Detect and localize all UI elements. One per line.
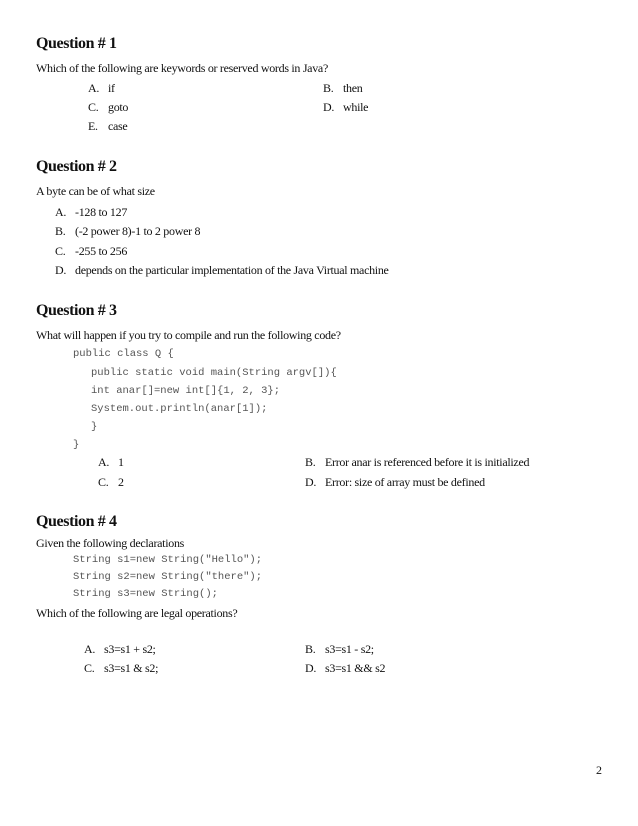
option-letter: B.: [305, 455, 316, 469]
option-letter: D.: [55, 263, 67, 277]
option-text: (-2 power 8)-1 to 2 power 8: [75, 224, 201, 238]
option: [55, 204, 127, 220]
option: [98, 454, 124, 470]
code-line: int anar[]=new int[]{1, 2, 3};: [91, 385, 281, 397]
option-letter: A.: [98, 455, 110, 469]
option: [84, 641, 156, 657]
option-letter: A.: [84, 642, 96, 656]
option-text: Error: size of array must be defined: [325, 475, 485, 489]
option-letter: B.: [55, 224, 66, 238]
option-text: s3=s1 & s2;: [104, 661, 159, 675]
option-text: 2: [118, 475, 124, 489]
option: [305, 474, 485, 490]
question-1-text: Which of the following are keywords or reserved words in Java?: [36, 61, 328, 75]
option-text: s3=s1 - s2;: [325, 642, 374, 656]
option-text: case: [108, 119, 128, 133]
option-letter: C.: [98, 475, 109, 489]
question-4-text: Given the following declarations: [36, 536, 185, 550]
option: [55, 223, 200, 239]
option-letter: D.: [323, 100, 335, 114]
option-text: -128 to 127: [75, 205, 128, 219]
option: [323, 80, 362, 96]
option: [88, 118, 127, 134]
option-letter: C.: [55, 244, 66, 258]
option: [305, 660, 385, 676]
option-letter: C.: [84, 661, 95, 675]
option: [84, 660, 158, 676]
option-letter: A.: [55, 205, 67, 219]
question-3-text: What will happen if you try to compile and run the following code?: [36, 328, 341, 342]
option-letter: B.: [305, 642, 316, 656]
option: [88, 80, 115, 96]
question-1-heading: Question # 1: [36, 35, 117, 52]
option-text: if: [108, 81, 115, 95]
option: [98, 474, 124, 490]
option: [88, 99, 128, 115]
code-line: String s2=new String("there");: [73, 571, 263, 583]
code-line: System.out.println(anar[1]);: [91, 403, 268, 415]
option-text: goto: [108, 100, 129, 114]
option-letter: E.: [88, 119, 98, 133]
option-text: s3=s1 + s2;: [104, 642, 156, 656]
option-text: while: [343, 100, 369, 114]
option-text: Error anar is referenced before it is initialized: [325, 455, 530, 469]
code-line: String s3=new String();: [73, 588, 218, 600]
question-2-text: A byte can be of what size: [36, 184, 155, 198]
option-text: -255 to 256: [75, 244, 128, 258]
option: [323, 99, 368, 115]
option-text: then: [343, 81, 363, 95]
question-4-text-2: Which of the following are legal operations?: [36, 606, 238, 620]
option: [305, 641, 374, 657]
option-letter: D.: [305, 661, 317, 675]
code-line: }: [73, 439, 80, 451]
code-line: public static void main(String argv[]){: [91, 367, 337, 379]
code-line: }: [91, 421, 98, 433]
option-text: 1: [118, 455, 124, 469]
code-line: String s1=new String("Hello");: [73, 554, 263, 566]
option: [55, 262, 389, 278]
code-line: public class Q {: [73, 348, 174, 360]
question-2-heading: Question # 2: [36, 158, 117, 175]
option-letter: A.: [88, 81, 100, 95]
option-text: s3=s1 && s2: [325, 661, 386, 675]
option: [55, 243, 127, 259]
option-text: depends on the particular implementation of the Java Virtual machine: [75, 263, 389, 277]
page-number: 2: [596, 763, 602, 777]
option-letter: D.: [305, 475, 317, 489]
option-letter: B.: [323, 81, 334, 95]
question-3-heading: Question # 3: [36, 302, 117, 319]
option: [305, 454, 529, 470]
option-letter: C.: [88, 100, 99, 114]
question-4-heading: Question # 4: [36, 513, 117, 530]
